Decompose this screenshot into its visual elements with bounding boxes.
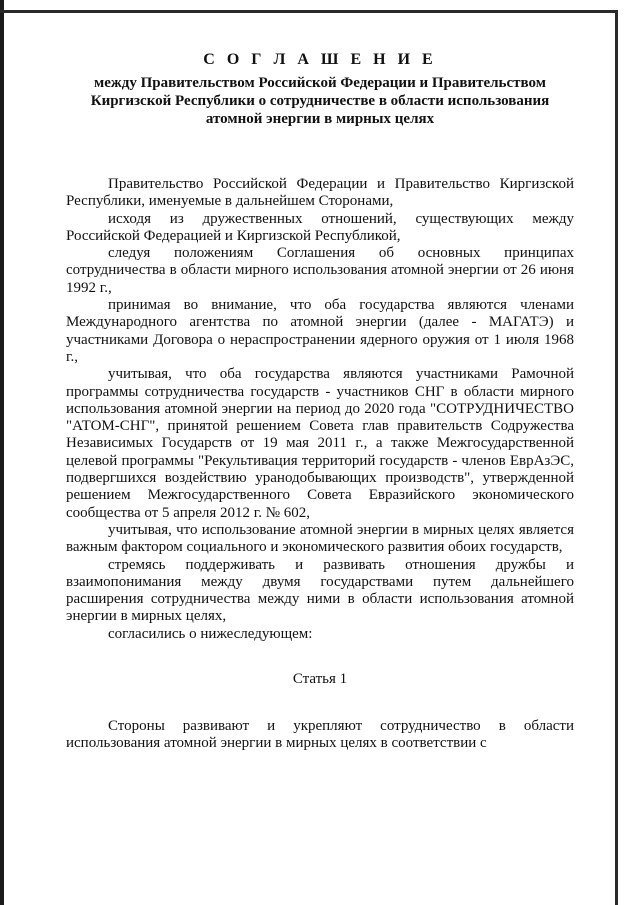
scan-border-left bbox=[0, 0, 4, 905]
document-title: С О Г Л А Ш Е Н И Е bbox=[203, 51, 437, 68]
article-text: Стороны развивают и укрепляют сотрудничество в области использования атомной энергии в мирных целях в соответствии с bbox=[66, 718, 574, 752]
article-heading: Статья 1 bbox=[292, 671, 348, 688]
preamble-paragraph: учитывая, что оба государства являются участниками Рамочной программы сотрудничества государств - участников СНГ в области мирного использования атомной энергии на период до 2020 года "СОТРУДНИЧЕСТВО "АТОМ-СНГ", принятой решением Совета глав правительств Содружества Независимых Государств от 19 мая 2011 г., а также Межгосударственной целевой программы "Рекультивация территорий государств - членов ЕврАзЭС, подвергшихся воздействию уранодобывающих производств", утвержденной решением Межгосударственного Совета Евразийского экономического сообщества от 5 апреля 2012 г. № 602, bbox=[66, 366, 574, 521]
preamble-paragraph: Правительство Российской Федерации и Правительство Киргизской Республики, именуемые в дальнейшем Сторонами, bbox=[66, 176, 574, 210]
preamble-paragraph: учитывая, что использование атомной энергии в мирных целях является важным фактором социального и экономического развития обоих государств, bbox=[66, 521, 574, 556]
preamble-paragraph: стремясь поддерживать и развивать отношения дружбы и взаимопонимания между двумя государствами путем дальнейшего расширения сотрудничества между ними в области использования атомной энергии в мирных целях, bbox=[66, 556, 574, 625]
preamble-paragraph: следуя положениям Соглашения об основных принципах сотрудничества в области мирного использования атомной энергии от 26 июня 1992 г., bbox=[66, 245, 574, 296]
document-page bbox=[66, 50, 574, 753]
document-subtitle: между Правительством Российской Федерации и Правительством Киргизской Республики о сотрудничестве в области использования атомной энергии в мирных целях bbox=[90, 75, 550, 127]
preamble bbox=[66, 176, 574, 643]
preamble-paragraph: принимая во внимание, что оба государства являются членами Международного агентства по атомной энергии (далее - МАГАТЭ) и участниками Договора о нераспространении ядерного оружия от 1 июля 1968 г., bbox=[66, 297, 574, 365]
preamble-paragraph: исходя из дружественных отношений, существующих между Российской Федерацией и Киргизской Республикой, bbox=[66, 210, 574, 244]
scan-border-top bbox=[0, 10, 618, 13]
preamble-paragraph: согласились о нижеследующем: bbox=[108, 625, 313, 642]
scan-border-right bbox=[615, 12, 618, 905]
